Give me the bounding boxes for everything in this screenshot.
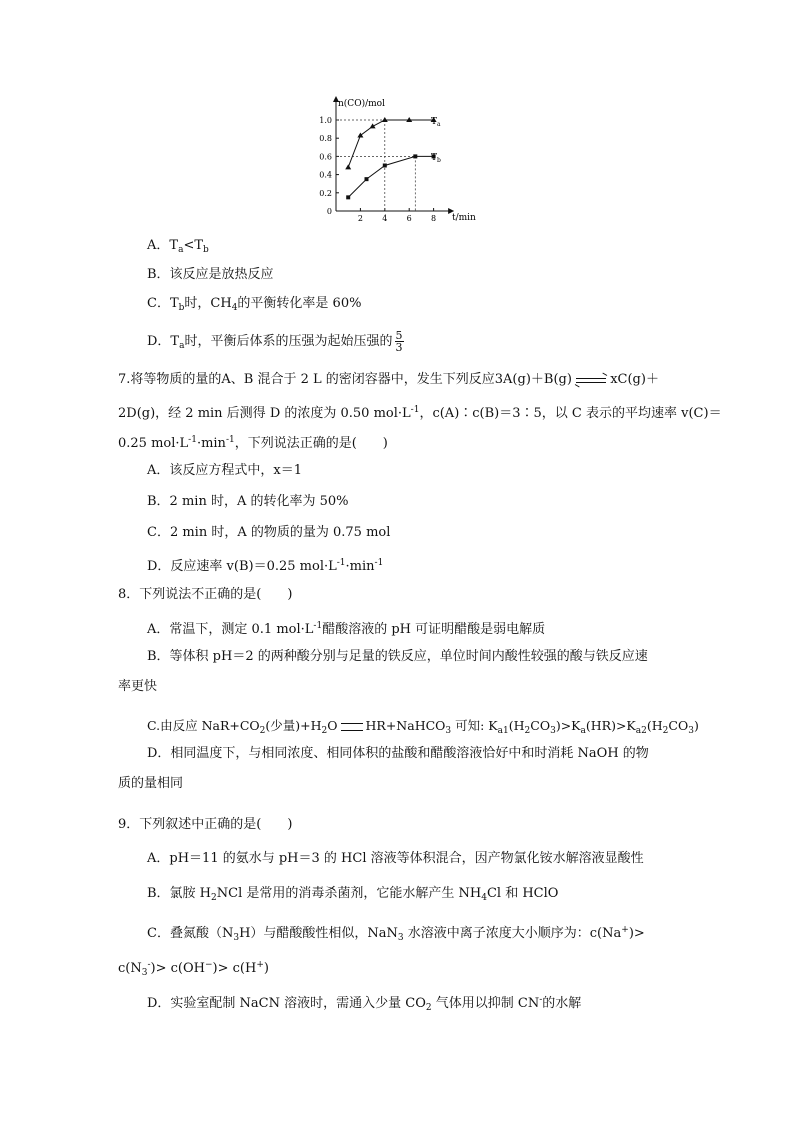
q6-option-c: C．$T_b$时，$CH_4$的平衡转化率是 60% bbox=[147, 296, 362, 313]
q8-option-c: C.由反应 $NaR+CO_2$(少量)$+H_2O$ HR+NaHCO$_3$ 可知: $K_{a1}(H_2CO_3)>K_a(HR)>K_{a2}(H_2CO_3)$ bbox=[147, 718, 699, 736]
q8-option-d-line1: D．相同温度下，与相同浓度、相同体积的盐酸和醋酸溶液恰好中和时消耗 NaOH 的物 bbox=[147, 746, 649, 761]
q8-stem: 8．下列说法不正确的是( ) bbox=[118, 587, 293, 602]
x-tick-label: 4 bbox=[382, 214, 388, 223]
y-tick-label: 0 bbox=[326, 207, 332, 216]
q9-option-a: A．pH＝11 的氨水与 pH＝3 的 HCl 溶液等体积混合，因产物氯化铵水解溶液显酸性 bbox=[147, 851, 644, 866]
data-point-ta bbox=[370, 123, 376, 128]
q8-option-a: A．常温下，测定 0.1 $mol\cdot L^{-1}$醋酸溶液的 pH 可证明醋酸是弱电解质 bbox=[147, 621, 546, 637]
q7-stem-line1: 7.将等物质的量的A、B 混合于 2 L 的密闭容器中，发生下列反应3A(g)＋B(g) xC(g)＋ bbox=[118, 372, 659, 387]
y-axis-label: n(CO)/mol bbox=[338, 99, 385, 109]
data-point-tb bbox=[413, 154, 417, 158]
equilibrium-arrow-icon bbox=[576, 375, 606, 385]
q9-option-d: D．实验室配制 NaCN 溶液时，需通入少量 $CO_2$ 气体用以抑制 CN-的水解 bbox=[147, 995, 582, 1013]
data-point-ta bbox=[357, 132, 363, 137]
q6-option-b: B．该反应是放热反应 bbox=[147, 267, 274, 282]
x-tick-label: 2 bbox=[357, 214, 363, 223]
q8-option-b-line1: B．等体积 pH＝2 的两种酸分别与足量的铁反应，单位时间内酸性较强的酸与铁反应速 bbox=[147, 649, 648, 664]
q9-option-c-line2: $c(N_3^-)> c(OH^-)> c(H^+)$ bbox=[118, 960, 269, 978]
x-axis-label: t/min bbox=[452, 213, 476, 223]
series-line-ta bbox=[348, 120, 433, 167]
q7-stem-line2: 2D(g)，经 2 min 后测得 D 的浓度为 0.50 $mol\cdot L^{-1}$，c(A)∶c(B)＝3∶5，以 C 表示的平均速率 v(C)＝ bbox=[118, 405, 722, 421]
q7-option-b: B．2 min 时，A 的转化率为 50% bbox=[147, 494, 349, 509]
equals-arrow-icon bbox=[341, 723, 363, 731]
data-point-tb bbox=[383, 164, 387, 168]
series-label-tb: $T_b$ bbox=[431, 153, 441, 164]
q9-option-b: B．氯胺 $H_2NCl$ 是常用的消毒杀菌剂，它能水解产生 $NH_4Cl$ 和 HClO bbox=[147, 886, 559, 903]
q7-stem-line3: 0.25 $mol\cdot L^{-1}\cdot\min^{-1}$，下列说法正确的是( ) bbox=[118, 435, 388, 451]
q9-option-c-line1: C．叠氮酸$(N_3H)$与醋酸酸性相似，NaN$_3$ 水溶液中离子浓度大小顺序为：c(Na+)> bbox=[147, 925, 645, 943]
co-amount-chart bbox=[300, 92, 490, 227]
y-tick-label: 0.4 bbox=[319, 170, 332, 180]
y-tick-label: 1.0 bbox=[319, 116, 332, 125]
data-point-ta bbox=[345, 164, 351, 169]
q7-option-d: D．反应速率 v(B)＝0.25 $mol\cdot L^{-1}\cdot\min^{-1}$ bbox=[147, 558, 384, 574]
q6-option-a: A．$T_a<T_b$ bbox=[147, 238, 209, 255]
q9-stem: 9．下列叙述中正确的是( ) bbox=[118, 817, 293, 832]
data-point-tb bbox=[365, 177, 369, 181]
q7-option-c: C．2 min 时，A 的物质的量为 0.75 mol bbox=[147, 525, 391, 540]
q8-option-d-line2: 质的量相同 bbox=[118, 776, 184, 791]
x-tick-label: 8 bbox=[431, 214, 437, 223]
y-tick-label: 0.6 bbox=[319, 152, 332, 162]
fraction: $\frac{5}{3}$ bbox=[395, 329, 403, 354]
q8-option-b-line2: 率更快 bbox=[118, 679, 158, 694]
q6-option-d: D．$T_a$时，平衡后体系的压强为起始压强的 $\frac{5}{3}$ bbox=[147, 329, 403, 354]
series-line-tb bbox=[348, 156, 433, 197]
x-tick-label: 6 bbox=[406, 214, 412, 223]
y-tick-label: 0.2 bbox=[319, 188, 332, 198]
q7-option-a: A．该反应方程式中，x＝1 bbox=[147, 463, 302, 478]
y-tick-label: 0.8 bbox=[319, 134, 332, 144]
data-point-tb bbox=[346, 195, 350, 199]
series-label-ta: $T_a$ bbox=[431, 117, 441, 128]
chart-series bbox=[345, 117, 436, 199]
